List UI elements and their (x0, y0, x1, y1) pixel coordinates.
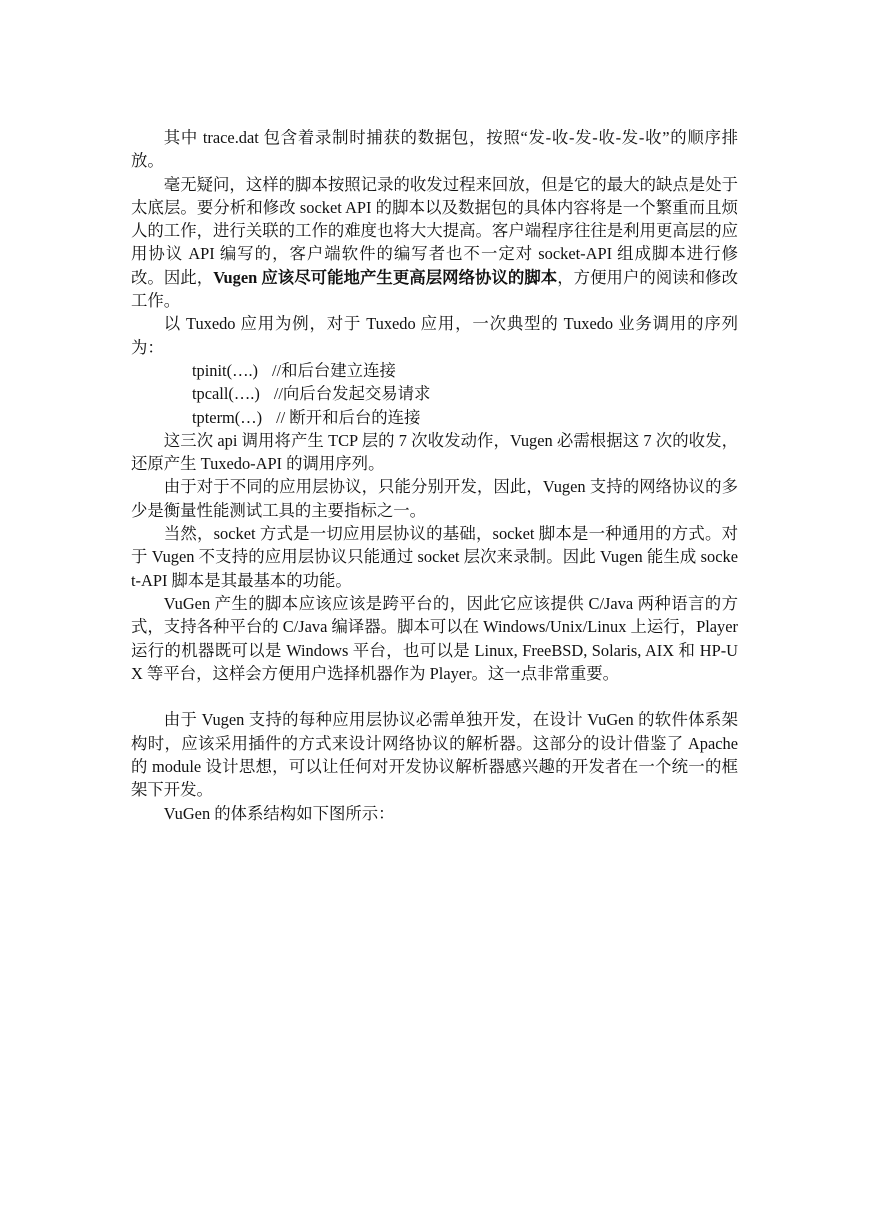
code-call: tpinit(….) (192, 360, 259, 380)
code-comment: // 断开和后台的连接 (276, 407, 421, 427)
code-line-tpterm (131, 406, 738, 429)
paragraph-tcp-actions: 这三次 api 调用将产生 TCP 层的 7 次收发动作，Vugen 必需根据这 7 次的收发，还原产生 Tuxedo-API 的调用序列。 (131, 430, 738, 474)
paragraph-text: 毫无疑问，这样的脚本按照记录的收发过程来回放，但是它的最大的缺点是处于太底层。要分析和修改 socket API 的脚本以及数据包的具体内容将是一个繁重而且烦人的工作，进行关联的工作的难度也将大大提高。客户端程序往往是利用更高层的应用协议 API 编写的，客户端软件的编写者也不一定对 socket-API 组成脚本进行修改。因此， (131, 174, 738, 287)
document-body (131, 126, 738, 825)
code-line-tpcall (131, 382, 738, 405)
code-comment: //和后台建立连接 (272, 360, 396, 380)
paragraph-architecture-intro: VuGen 的体系结构如下图所示： (163, 803, 395, 823)
paragraph-plugin-architecture: 由于 Vugen 支持的每种应用层协议必需单独开发，在设计 VuGen 的软件体系架构时，应该采用插件的方式来设计网络协议的解析器。这部分的设计借鉴了 Apache 的 module 设计思想，可以让任何对开发协议解析器感兴趣的开发者在一个统一的框架下开发。 (131, 710, 738, 800)
paragraph-tuxedo-example: 以 Tuxedo 应用为例，对于 Tuxedo 应用，一次典型的 Tuxedo 业务调用的序列为： (131, 314, 738, 357)
paragraph-trace-dat: 其中 trace.dat 包含着录制时捕获的数据包，按照“发-收-发-收-发-收”的顺序排放。 (131, 128, 738, 171)
paragraph-socket-basis: 当然，socket 方式是一切应用层协议的基础，socket 脚本是一种通用的方式。对于 Vugen 不支持的应用层协议只能通过 socket 层次来录制。因此 Vugen 能生成 socket-API 脚本是其最基本的功能。 (131, 524, 738, 590)
code-comment: //向后台发起交易请求 (273, 384, 431, 404)
paragraph-socket-api-drawback (131, 173, 738, 313)
code-call: tpterm(…) (192, 407, 263, 427)
paragraph-text: ，方便用户的阅读和修改工作。 (131, 267, 738, 311)
code-line-tpinit (131, 359, 738, 382)
paragraph-cross-platform: VuGen 产生的脚本应该应该是跨平台的，因此它应该提供 C/Java 两种语言的方式，支持各种平台的 C/Java 编译器。脚本可以在 Windows/Unix/Linux 上运行，Player 运行的机器既可以是 Windows 平台，也可以是 Linux, FreeBSD, Solaris, AIX 和 HP-UX 等平台，这样会方便用户选择机器作为 Player。这一点非常重要。 (131, 593, 738, 683)
blank-line (131, 685, 738, 708)
code-call: tpcall(….) (192, 384, 260, 404)
paragraph-protocol-support: 由于对于不同的应用层协议，只能分别开发，因此，Vugen 支持的网络协议的多少是衡量性能测试工具的主要指标之一。 (131, 477, 738, 520)
bold-emphasis: Vugen 应该尽可能地产生更高层网络协议的脚本 (213, 267, 558, 287)
